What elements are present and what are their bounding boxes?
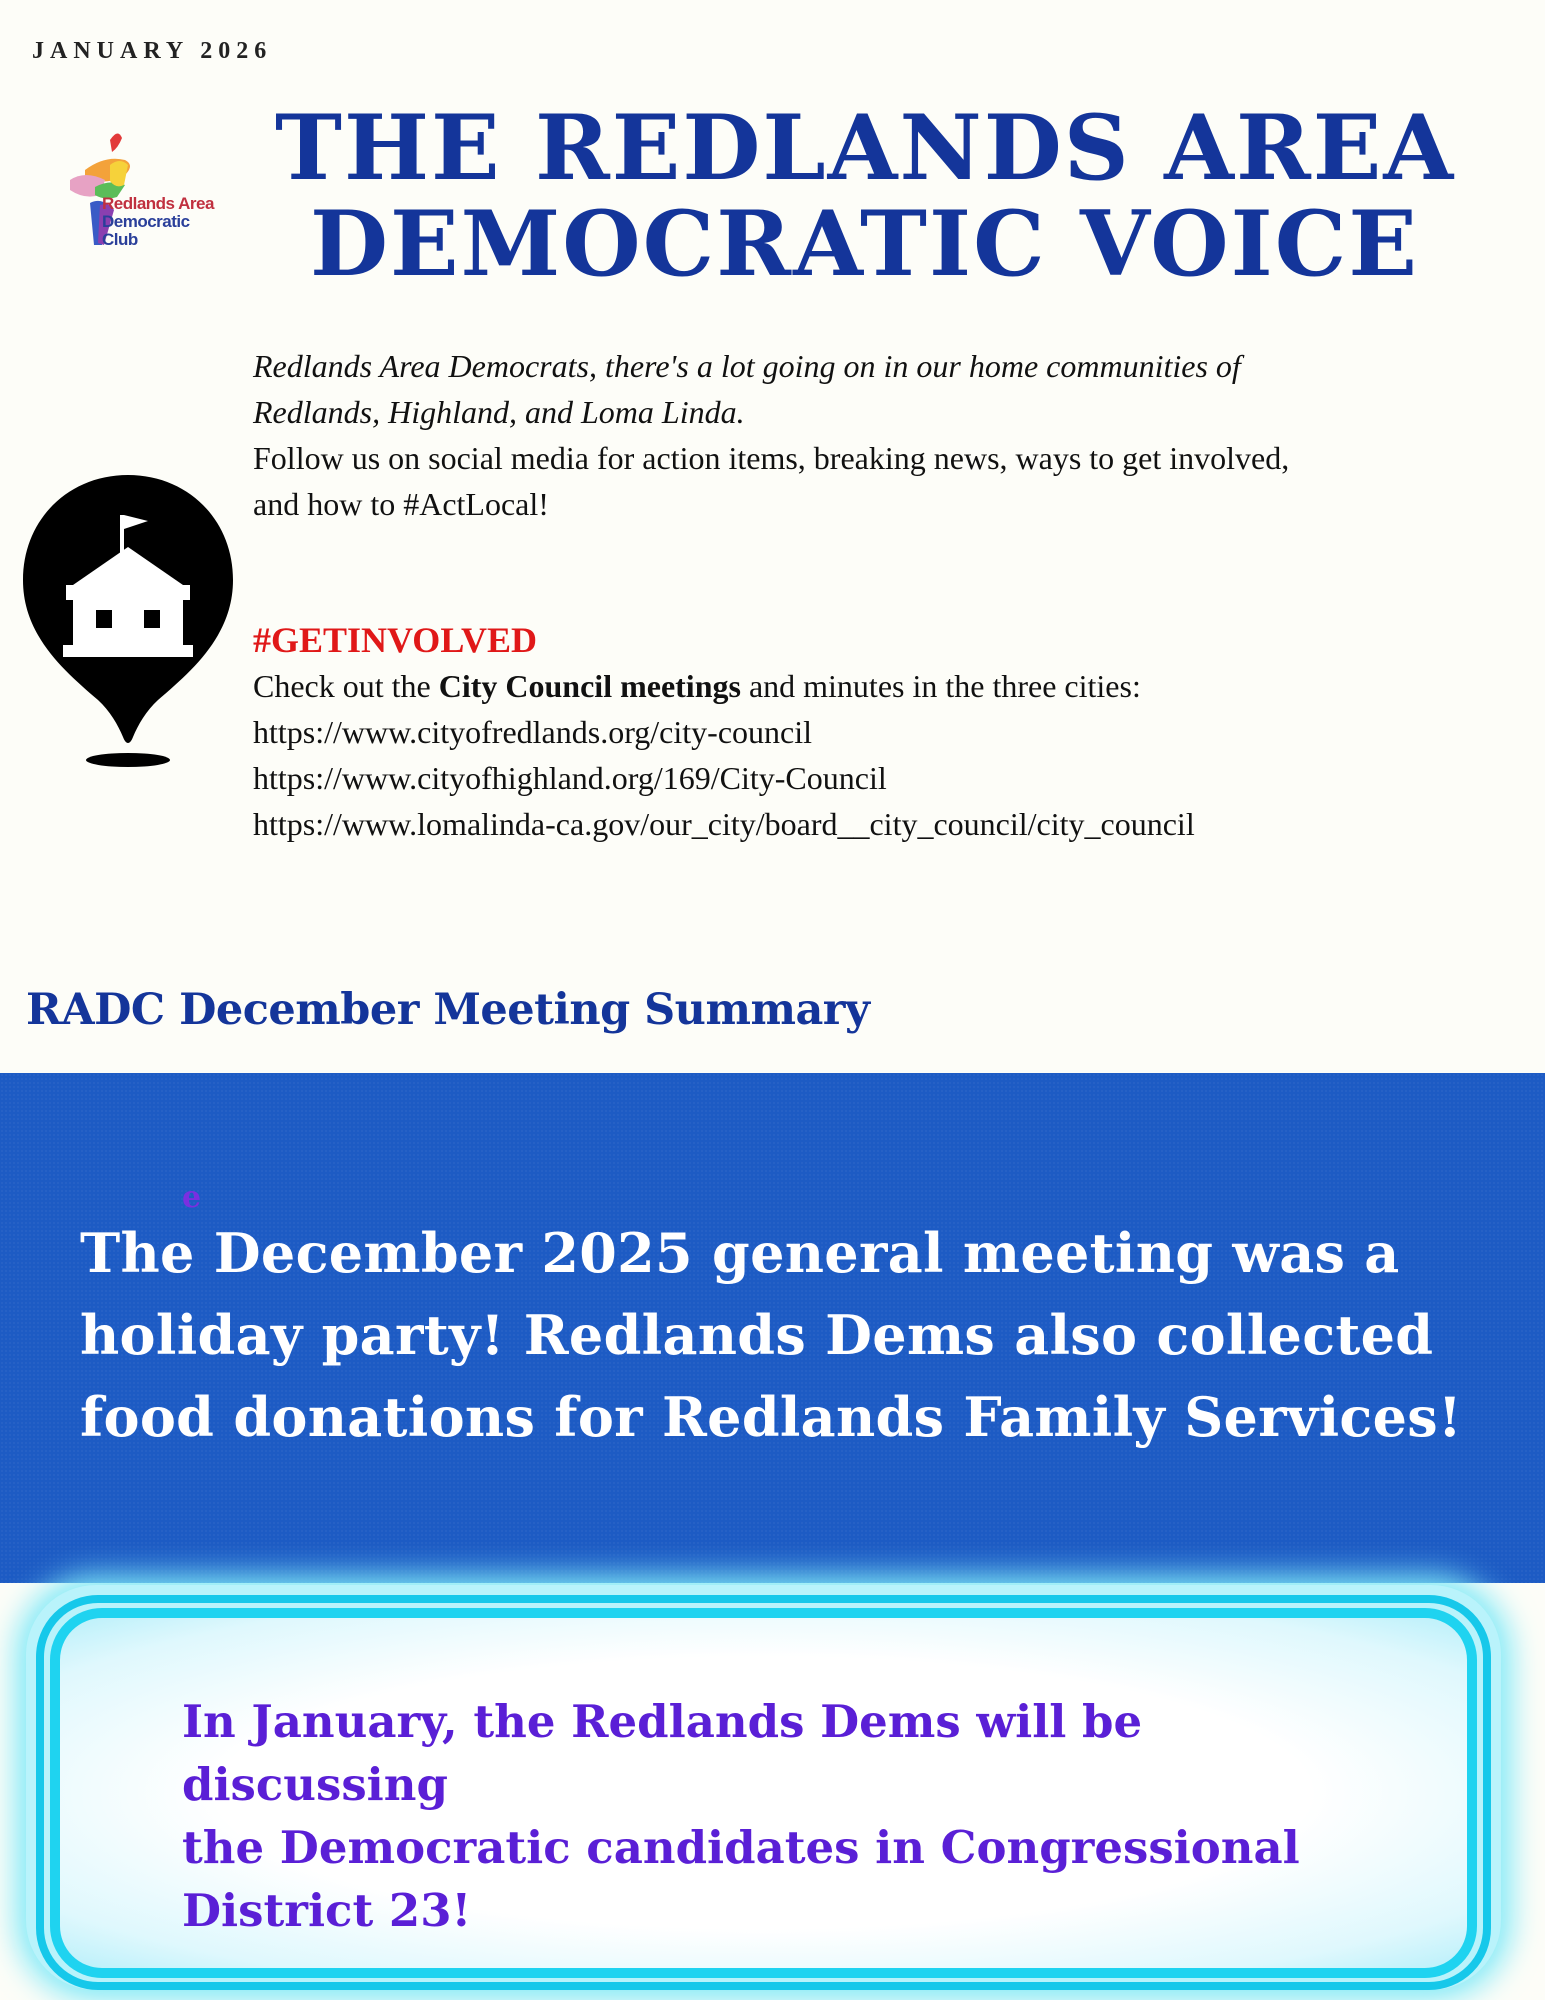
school-map-pin-icon <box>18 475 238 775</box>
title-line1: THE REDLANDS AREA <box>275 95 1456 201</box>
meeting-summary-line3: food donations for Redlands Family Services! <box>80 1385 1462 1449</box>
get-involved-text-before: Check out the <box>253 668 439 704</box>
callout-line2: the Democratic candidates in Congressional <box>182 1821 1300 1874</box>
intro-line2: and how to #ActLocal! <box>253 486 549 522</box>
get-involved-text-after: and minutes in the three cities: <box>740 668 1141 704</box>
meeting-summary-line1: The December 2025 general meeting was a <box>80 1221 1400 1285</box>
get-involved-text <box>253 663 1523 709</box>
intro-paragraph <box>253 343 1523 527</box>
get-involved-section <box>253 617 1523 847</box>
intro-italic-line1: Redlands Area Democrats, there's a lot going on in our home communities of <box>253 348 1241 384</box>
get-involved-tag: #GETINVOLVED <box>253 620 538 660</box>
callout-line3: District 23! <box>182 1884 472 1937</box>
meeting-summary-line2: holiday party! Redlands Dems also collected <box>80 1303 1434 1367</box>
title-line2: DEMOCRATIC VOICE <box>310 191 1420 297</box>
logo-text-line2: Democratic <box>102 212 190 231</box>
logo-text-line1: Redlands Area <box>102 194 214 213</box>
city-link-loma-linda[interactable]: https://www.lomalinda-ca.gov/our_city/board__city_council/city_council <box>253 806 1195 842</box>
callout-text <box>182 1690 1382 1942</box>
issue-date: JANUARY 2026 <box>32 38 273 64</box>
logo-text-line3: Club <box>102 230 138 249</box>
meeting-summary-text <box>80 1212 1500 1458</box>
meeting-summary-heading: RADC December Meeting Summary <box>26 985 870 1035</box>
get-involved-text-bold: City Council meetings <box>438 668 741 704</box>
stray-character: e <box>182 1180 202 1215</box>
callout-line1: In January, the Redlands Dems will be discussing <box>182 1695 1143 1811</box>
intro-line1: Follow us on social media for action items, breaking news, ways to get involved, <box>253 440 1290 476</box>
city-link-highland[interactable]: https://www.cityofhighland.org/169/City-Council <box>253 760 887 796</box>
city-link-redlands[interactable]: https://www.cityofredlands.org/city-council <box>253 714 812 750</box>
newsletter-title <box>0 95 1545 297</box>
intro-italic-line2: Redlands, Highland, and Loma Linda. <box>253 394 745 430</box>
